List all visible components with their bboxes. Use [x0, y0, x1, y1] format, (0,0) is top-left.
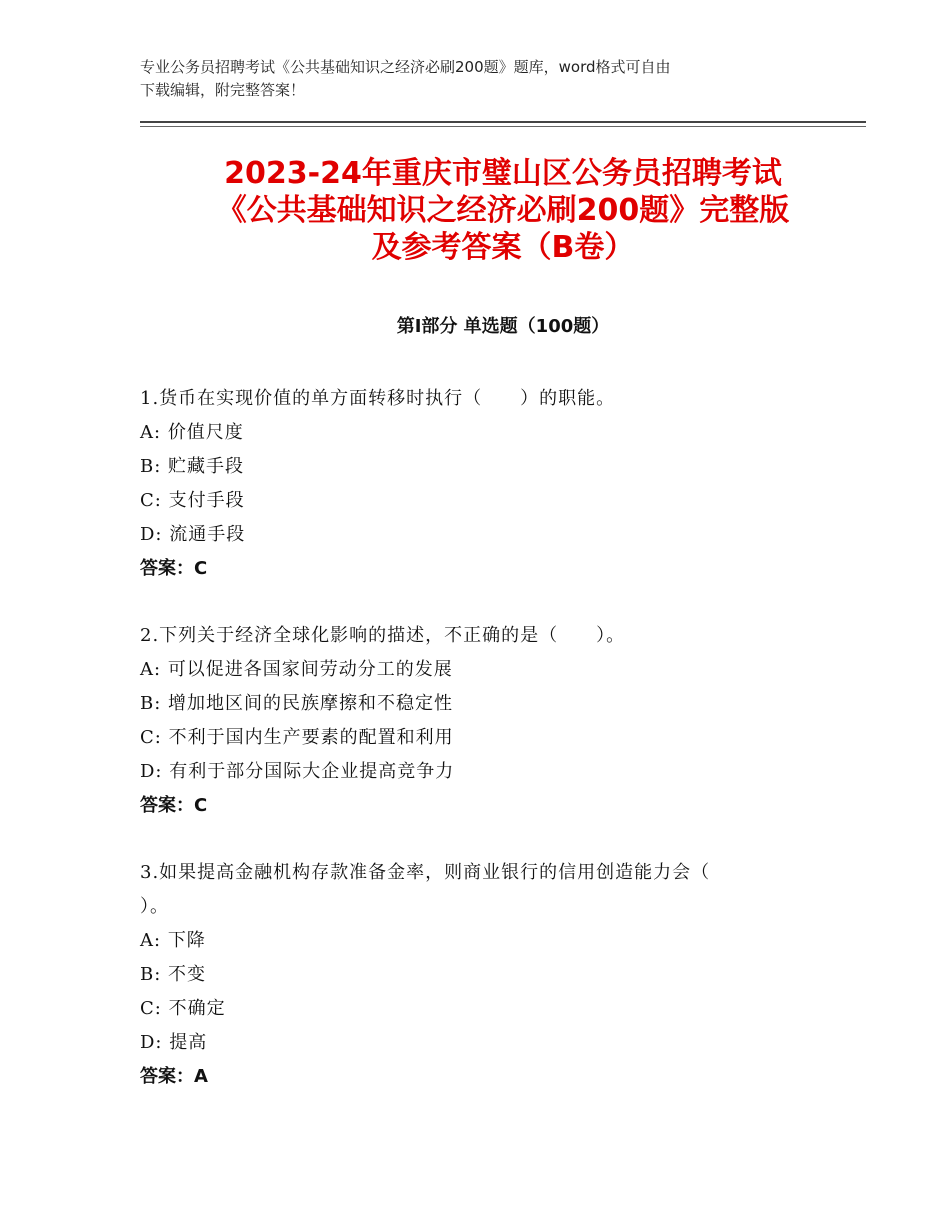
- question-stem-continuation: ）。: [140, 896, 169, 917]
- section-heading: 第Ⅰ部分 单选题（100题）: [396, 316, 610, 337]
- option-letter: B:: [140, 964, 162, 985]
- option-c: [140, 992, 810, 1026]
- header-note: [140, 56, 810, 102]
- option-a: [140, 653, 810, 687]
- header-note-line-1: 专业公务员招聘考试《公共基础知识之经济必刷200题》题库，word格式可自由: [140, 58, 671, 76]
- option-a: [140, 416, 810, 450]
- option-letter: B:: [140, 693, 162, 714]
- option-letter: D:: [140, 761, 163, 782]
- option-d: [140, 755, 810, 789]
- header-note-line-2: 下载编辑，附完整答案！: [140, 81, 306, 99]
- option-letter: C:: [140, 727, 162, 748]
- option-b: [140, 450, 810, 484]
- title-line-3: 及参考答案（B卷）: [371, 230, 635, 265]
- option-text: 不确定: [168, 998, 226, 1019]
- option-b: [140, 687, 810, 721]
- title-line-2: 《公共基础知识之经济必刷200题》完整版: [216, 193, 790, 228]
- question-1: [140, 382, 810, 586]
- option-text: 不利于国内生产要素的配置和利用: [168, 727, 454, 748]
- question-stem: 1.货币在实现价值的单方面转移时执行（ ）的职能。: [140, 388, 616, 409]
- option-b: [140, 958, 810, 992]
- option-letter: B:: [140, 456, 162, 477]
- document-title: [140, 155, 866, 266]
- option-letter: C:: [140, 490, 162, 511]
- option-letter: C:: [140, 998, 162, 1019]
- option-text: 增加地区间的民族摩擦和不稳定性: [168, 693, 454, 714]
- option-text: 流通手段: [169, 524, 246, 545]
- question-stem: 2.下列关于经济全球化影响的描述，不正确的是（ ）。: [140, 625, 626, 646]
- question-3: [140, 856, 810, 1094]
- option-text: 提高: [169, 1032, 208, 1053]
- option-c: [140, 721, 810, 755]
- option-letter: D:: [140, 1032, 163, 1053]
- question-stem: 3.如果提高金融机构存款准备金率，则商业银行的信用创造能力会（: [140, 862, 711, 883]
- option-text: 下降: [167, 930, 206, 951]
- option-text: 支付手段: [168, 490, 245, 511]
- option-text: 可以促进各国家间劳动分工的发展: [167, 659, 453, 680]
- option-letter: A:: [140, 422, 162, 443]
- question-list: [140, 382, 810, 1127]
- option-letter: D:: [140, 524, 163, 545]
- option-d: [140, 518, 810, 552]
- option-letter: A:: [140, 659, 162, 680]
- header-divider-thin: [140, 126, 866, 127]
- answer-line: 答案：C: [140, 795, 208, 816]
- option-d: [140, 1026, 810, 1060]
- header-divider: [140, 121, 866, 123]
- answer-line: 答案：A: [140, 1066, 208, 1087]
- option-text: 不变: [168, 964, 207, 985]
- option-text: 贮藏手段: [168, 456, 245, 477]
- option-a: [140, 924, 810, 958]
- answer-line: 答案：C: [140, 558, 208, 579]
- option-c: [140, 484, 810, 518]
- question-2: [140, 619, 810, 823]
- option-text: 价值尺度: [167, 422, 244, 443]
- title-line-1: 2023-24年重庆市璧山区公务员招聘考试: [224, 156, 782, 191]
- option-letter: A:: [140, 930, 162, 951]
- option-text: 有利于部分国际大企业提高竞争力: [169, 761, 455, 782]
